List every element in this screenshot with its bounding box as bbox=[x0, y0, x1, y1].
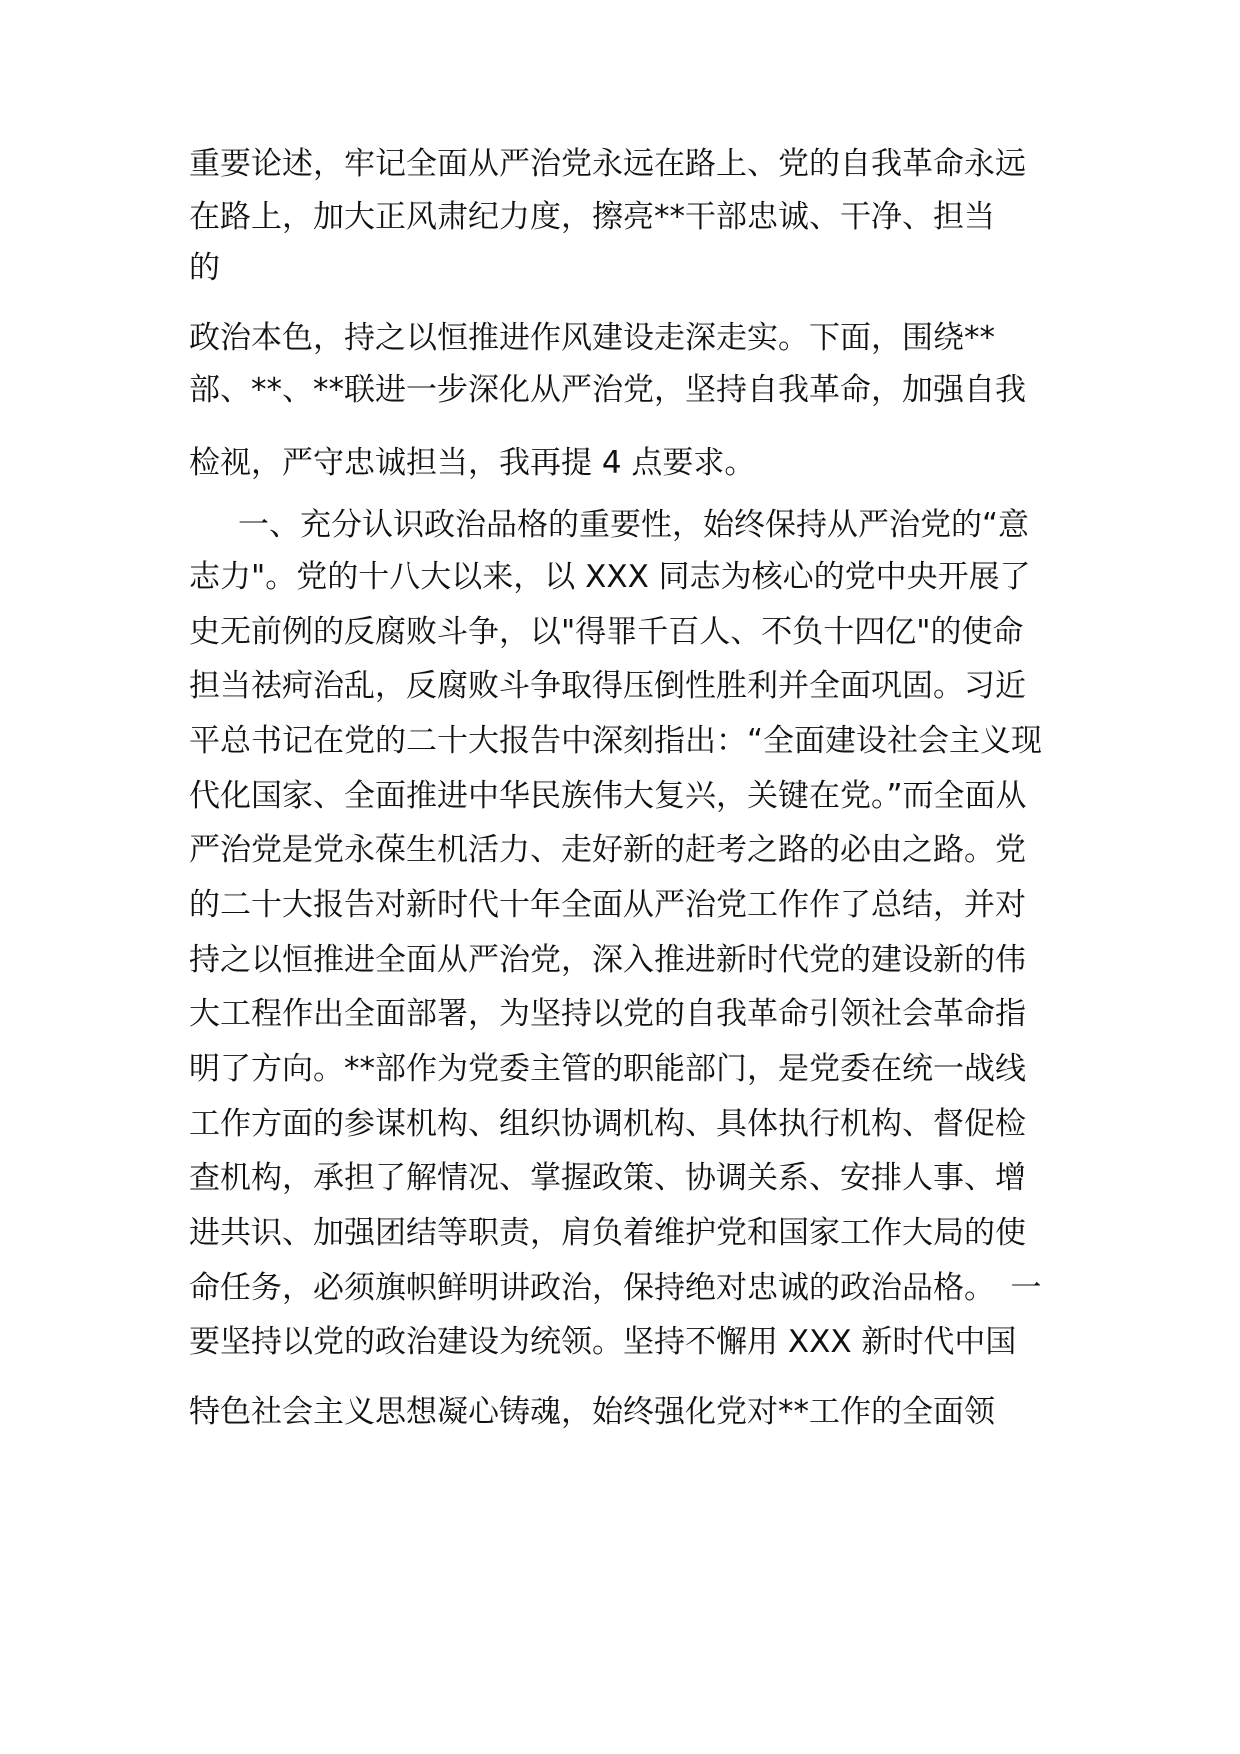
text-line-22: 要坚持以党的政治建设为统领。坚持不懈用 XXX 新时代中国 bbox=[189, 1324, 1017, 1360]
text-line-9: 史无前例的反腐败斗争，以"得罪千百人、不负十四亿"的使命 bbox=[189, 614, 1024, 650]
text-line-11: 平总书记在党的二十大报告中深刻指出：“全面建设社会主义现 bbox=[189, 723, 1043, 759]
section-heading-1: 一、充分认识政治品格的重要性，始终保持从严治党的“意 bbox=[238, 507, 1030, 543]
text-line-10: 担当祛疴治乱，反腐败斗争取得压倒性胜利并全面巩固。习近 bbox=[189, 668, 1026, 704]
text-line-23: 特色社会主义思想凝心铸魂，始终强化党对**工作的全面领 bbox=[189, 1394, 995, 1430]
text-line-17: 明了方向。**部作为党委主管的职能部门，是党委在统一战线 bbox=[189, 1051, 1026, 1087]
text-line-15: 持之以恒推进全面从严治党，深入推进新时代党的建设新的伟 bbox=[189, 942, 1026, 978]
text-line-20: 进共识、加强团结等职责，肩负着维护党和国家工作大局的使 bbox=[189, 1215, 1026, 1251]
text-line-19: 查机构，承担了解情况、掌握政策、协调关系、安排人事、增 bbox=[189, 1160, 1026, 1196]
text-line-13: 严治党是党永葆生机活力、走好新的赶考之路的必由之路。党 bbox=[189, 832, 1026, 868]
text-line-18: 工作方面的参谋机构、组织协调机构、具体执行机构、督促检 bbox=[189, 1106, 1026, 1142]
text-line-5: 部、**、**联进一步深化从严治党，坚持自我革命，加强自我 bbox=[189, 372, 1026, 408]
text-line-3: 的 bbox=[189, 250, 220, 286]
text-line-21: 命任务，必须旗帜鲜明讲政治，保持绝对忠诚的政治品格。 一 bbox=[189, 1270, 1042, 1306]
text-line-6: 检视，严守忠诚担当，我再提 4 点要求。 bbox=[189, 445, 756, 481]
text-line-16: 大工程作出全面部署，为坚持以党的自我革命引领社会革命指 bbox=[189, 996, 1026, 1032]
text-line-4: 政治本色，持之以恒推进作风建设走深走实。下面，围绕** bbox=[189, 320, 995, 356]
text-line-2: 在路上，加大正风肃纪力度，擦亮**干部忠诚、干净、担当 bbox=[189, 199, 995, 235]
text-line-8: 志力"。党的十八大以来，以 XXX 同志为核心的党中央开展了 bbox=[189, 559, 1031, 595]
text-line-1: 重要论述，牢记全面从严治党永远在路上、党的自我革命永远 bbox=[189, 146, 1026, 182]
text-line-12: 代化国家、全面推进中华民族伟大复兴，关键在党。”而全面从 bbox=[189, 778, 1027, 814]
text-line-14: 的二十大报告对新时代十年全面从严治党工作作了总结，并对 bbox=[189, 887, 1026, 923]
